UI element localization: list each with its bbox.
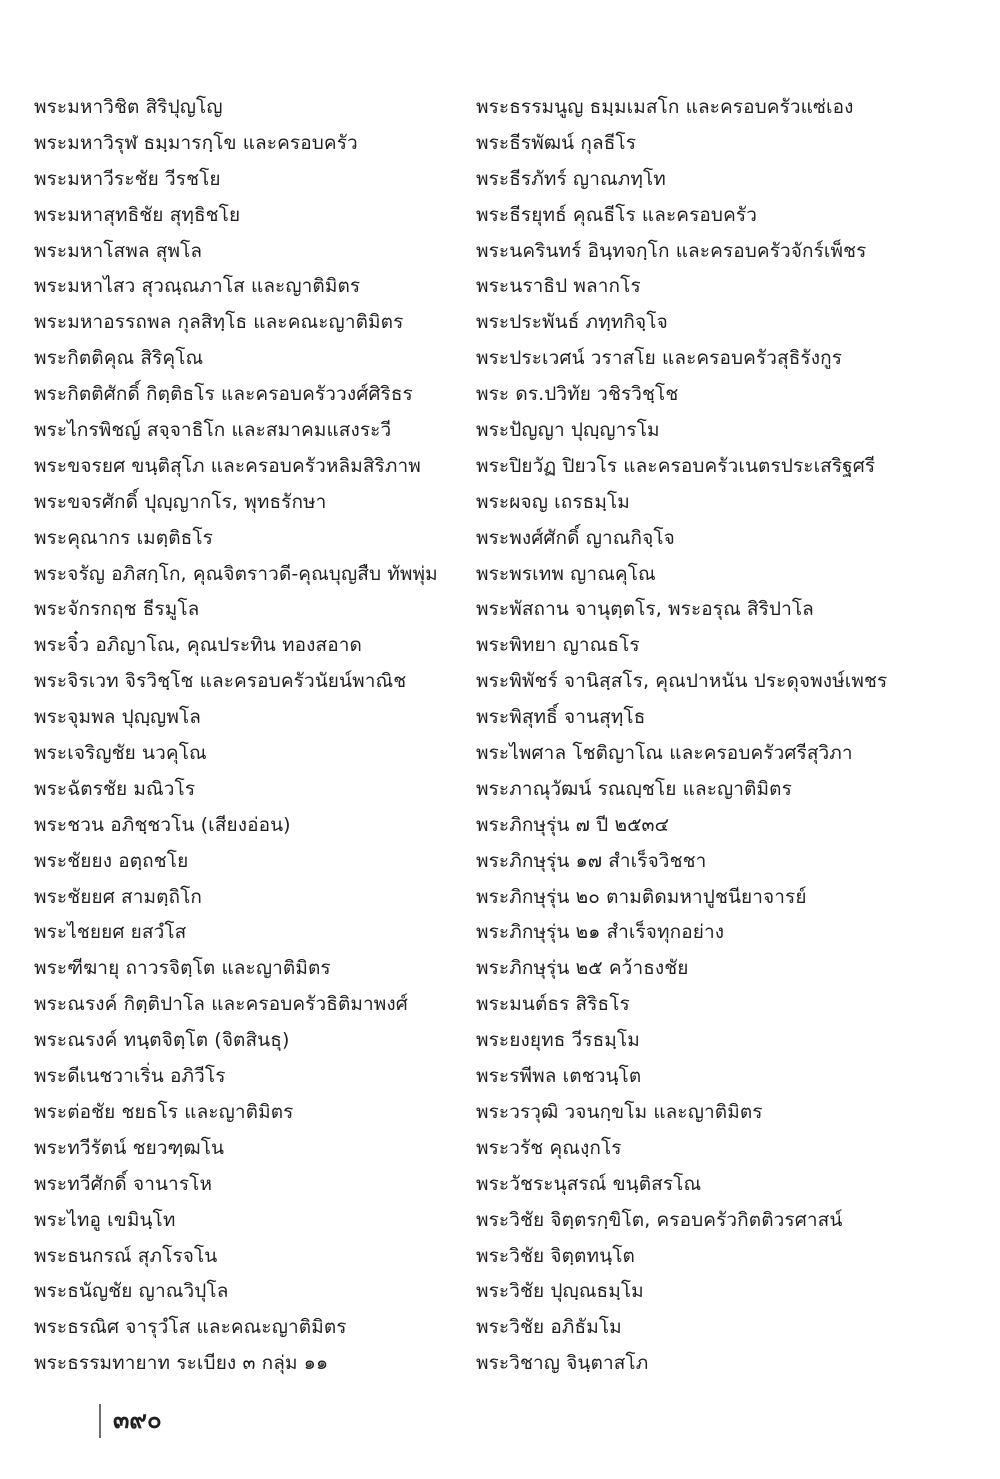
name-list-item: พระรพีพล เตชวนฺโต — [476, 1065, 642, 1088]
name-list-item: พระณรงค์ กิตฺติปาโล และครอบครัวธิติมาพงศ์ — [34, 993, 408, 1016]
name-list-item: พระไพศาล โชติญาโณ และครอบครัวศรีสุวิภา — [476, 742, 853, 765]
name-list-item: พระไชยยศ ยสวํโส — [34, 921, 187, 944]
name-list-item: พระฑีฆายุ ถาวรจิตฺโต และญาติมิตร — [34, 957, 331, 980]
name-list-item: พระภิกษุรุ่น ๑๗ สำเร็จวิชชา — [476, 849, 707, 872]
name-list-item: พระจักรกฤช ธีรมูโล — [34, 598, 200, 621]
name-list-item: พระพงศ์ศักดิ์ ญาณกิจฺโจ — [476, 526, 675, 549]
name-list-item: พระธรรมทายาท ระเบียง ๓ กลุ่ม ๑๑ — [34, 1352, 329, 1375]
name-list-item: พระทวีศักดิ์ จานารโห — [34, 1172, 213, 1195]
name-list-item: พระธนัญชัย ญาณวิปุโล — [34, 1280, 229, 1303]
name-list-item: พระฉัตรชัย มณิวโร — [34, 777, 196, 800]
name-list-item: พระพัสถาน จานุตฺตโร, พระอรุณ สิริปาโล — [476, 598, 814, 621]
name-list-item: พระมหาสุทธิชัย สุทฺธิชโย — [34, 203, 241, 226]
name-list-item: พระผจญ เถรธมฺโม — [476, 490, 630, 513]
name-list-item: พระพิทยา ญาณธโร — [476, 634, 640, 657]
name-list-item: พระธีรพัฒน์ กุลธีโร — [476, 131, 637, 154]
name-list-item: พระจิ๋ว อภิญาโณ, คุณประทิน ทองสอาด — [34, 634, 362, 657]
name-list-item: พระมหาวิชิต สิริปุญโญ — [34, 96, 223, 118]
name-list-item: พระภาณุวัฒน์ รณญฺชโย และญาติมิตร — [476, 777, 792, 800]
name-list-item: พระเจริญชัย นวคุโณ — [34, 742, 207, 765]
name-list-item: พระธีรยุทธ์ คุณธีโร และครอบครัว — [476, 203, 757, 226]
name-list-item: พระภิกษุรุ่น ๒๑ สำเร็จทุกอย่าง — [476, 921, 725, 944]
name-list-item: พระขจรยศ ขนฺติสุโภ และครอบครัวหลิมสิริภาพ — [34, 454, 421, 477]
name-list-item: พระนราธิป พลากโร — [476, 275, 641, 298]
name-list-item: พระวรวุฒิ วจนกฺขโม และญาติมิตร — [476, 1100, 763, 1123]
name-list-item: พระต่อชัย ชยธโร และญาติมิตร — [34, 1100, 294, 1123]
name-list-item: พระดีเนชวาเริ่น อภิวีโร — [34, 1065, 226, 1088]
page-number-divider — [99, 1404, 101, 1438]
name-list-item: พระวิชัย อภิธัมโม — [476, 1316, 622, 1339]
name-list-item: พระจุมพล ปุญฺญพโล — [34, 706, 202, 729]
name-list-item: พระวิชัย จิตฺตรกฺขิโต, ครอบครัวกิตติวรศาสน์ — [476, 1208, 843, 1231]
name-list-item: พระมหาอรรถพล กุลสิทฺโธ และคณะญาติมิตร — [34, 311, 404, 334]
name-list-item: พระขจรศักดิ์ ปุญฺญากโร, พุทธรักษา — [34, 490, 327, 513]
name-list-item: พระปิยวัฏ ปิยวโร และครอบครัวเนตรประเสริฐศรี — [476, 454, 876, 477]
name-list-item: พระมหาวิรุฬ ธมฺมารกฺโข และครอบครัว — [34, 131, 358, 154]
name-list-item: พระธีรภัทร์ ญาณภทฺโท — [476, 167, 666, 190]
name-list-item: พระ ดร.ปวิทัย วชิรวิชฺโช — [476, 383, 679, 406]
name-list-item: พระไกรพิชญ์ สจฺจาธิโก และสมาคมแสงระวี — [34, 419, 392, 442]
name-list-item: พระชัยยง อตฺถชโย — [34, 849, 189, 872]
name-list-item: พระณรงค์ ทนฺตจิตฺโต (จิตสินธุ) — [34, 1029, 290, 1052]
name-list-item: พระกิตติศักดิ์ กิตฺติธโร และครอบครัววงศ์ศิริธร — [34, 383, 413, 406]
name-list-item: พระวัชระนุสรณ์ ขนฺติสรโณ — [476, 1172, 702, 1195]
name-list-item: พระภิกษุรุ่น ๒๕ คว้าธงชัย — [476, 957, 689, 980]
name-list-item: พระประเวศน์ วราสโย และครอบครัวสุธิรังกูร — [476, 347, 843, 370]
name-list-item: พระชัยยศ สามตฺถิโก — [34, 885, 203, 908]
name-list-item: พระพิพัชร์ จานิสฺสโร, คุณปาหนัน ประดุจพงษ์เพชร — [476, 670, 888, 693]
name-list-item: พระมหาโสพล สุพโล — [34, 239, 203, 262]
name-list-item: พระมหาไสว สุวณฺณภาโส และญาติมิตร — [34, 275, 361, 298]
name-list-item: พระวรัช คุณงฺกโร — [476, 1136, 622, 1159]
name-list-item: พระทวีรัตน์ ชยวฑฺฒโน — [34, 1136, 225, 1159]
name-list-item: พระพรเทพ ญาณคุโณ — [476, 562, 656, 585]
name-list-item: พระธรรมนูญ ธมฺมเมสโก และครอบครัวแซ่เอง — [476, 96, 854, 118]
name-list-item: พระกิตติคุณ สิริคุโณ — [34, 347, 204, 370]
name-list-item: พระยงยุทธ วีรธมฺโม — [476, 1029, 640, 1052]
name-list-item: พระมนต์ธร สิริธโร — [476, 993, 630, 1016]
name-list-item: พระคุณากร เมตฺติธโร — [34, 526, 213, 549]
name-list-item: พระธนกรณ์ สุภโรจโน — [34, 1244, 218, 1267]
name-list-item: พระภิกษุรุ่น ๗ ปี ๒๕๓๔ — [476, 813, 670, 836]
name-list-right-column — [476, 90, 976, 1382]
name-list-item: พระประพันธ์ ภทฺทกิจฺโจ — [476, 311, 668, 334]
name-list-item: พระปัญญา ปุญฺญารโม — [476, 419, 660, 442]
name-list-left-column — [34, 90, 464, 1382]
name-list-item: พระภิกษุรุ่น ๒๐ ตามติดมหาปูชนียาจารย์ — [476, 885, 807, 908]
name-list-item: พระไทอู เขมินฺโท — [34, 1208, 176, 1231]
name-list-item: พระวิชัย จิตฺตทนฺโต — [476, 1244, 635, 1267]
name-list-item: พระชวน อภิชฺชวโน (เสียงอ่อน) — [34, 813, 291, 836]
name-list-item: พระมหาวีระชัย วีรชโย — [34, 167, 221, 190]
name-list-item: พระพิสุทธิ์ จานสุทฺโธ — [476, 706, 646, 729]
name-list-item: พระวิชัย ปุญฺณธมฺโม — [476, 1280, 644, 1303]
name-list-item: พระจรัญ อภิสกฺโก, คุณจิตราวดี-คุณบุญสืบ ทัพพุ่ม — [34, 562, 438, 585]
name-list-item: พระนครินทร์ อินฺทจกฺโก และครอบครัวจักร์เพ็ชร — [476, 239, 867, 262]
page-number: ๓๙๐ — [113, 1406, 162, 1434]
name-list-item: พระวิชาญ จินฺตาสโภ — [476, 1352, 649, 1375]
name-list-item: พระธรณิศ จารุวํโส และคณะญาติมิตร — [34, 1316, 347, 1339]
name-list-item: พระจิรเวท จิรวิชฺโช และครอบครัวนัยน์พาณิช — [34, 670, 407, 693]
